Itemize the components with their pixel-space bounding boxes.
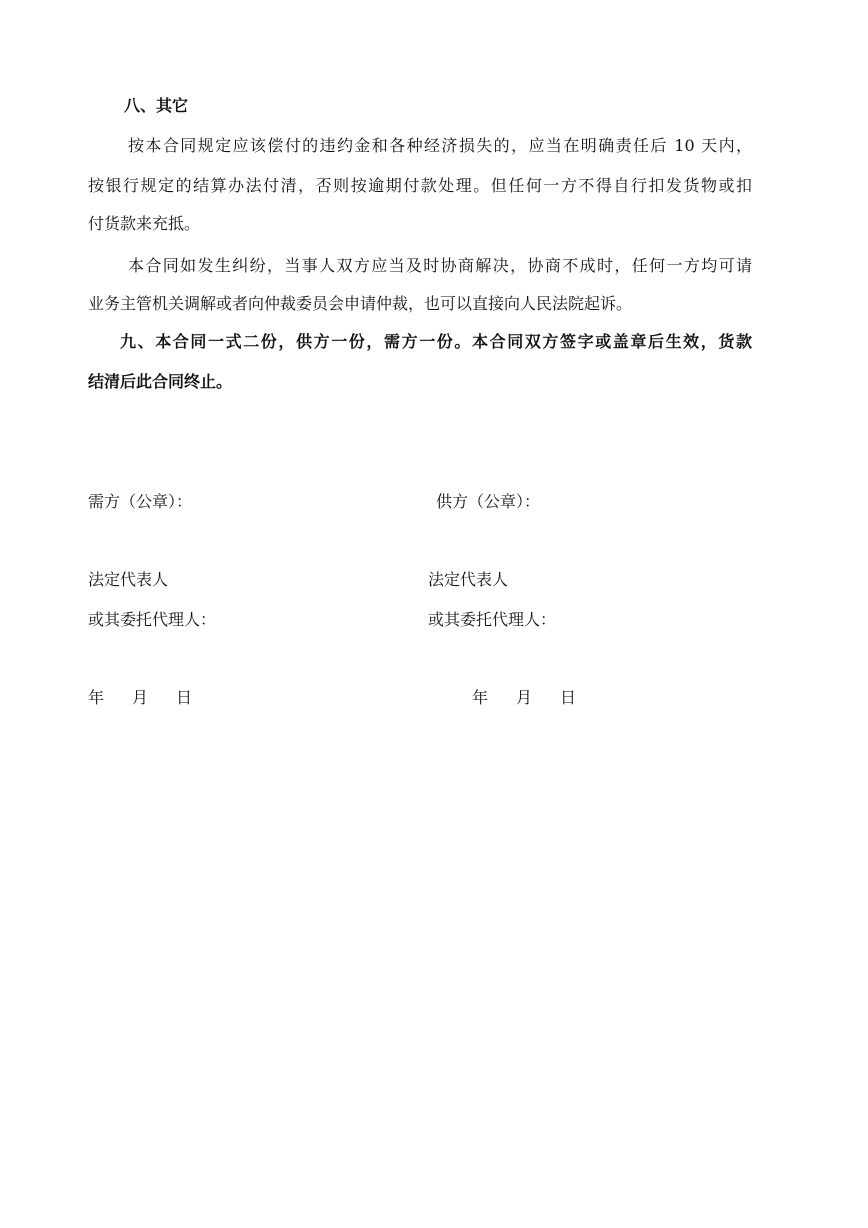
section-8-para2-line2: 业务主管机关调解或者向仲裁委员会申请仲裁，也可以直接向人民法院起诉。 [88,294,633,313]
section-8-para2-line1: 本合同如发生纠纷，当事人双方应当及时协商解决，协商不成时，任何一方均可请 [128,256,752,275]
buyer-date-day: 日 [176,688,193,707]
buyer-agent-label: 或其委托代理人： [88,610,217,629]
supplier-seal-label: 供方（公章）： [436,492,541,511]
supplier-agent-label: 或其委托代理人： [428,610,557,629]
section-9-line2: 结清后此合同终止。 [88,372,233,391]
supplier-date-month: 月 [516,688,533,707]
section-8-para1-line1: 按本合同规定应该偿付的违约金和各种经济损失的，应当在明确责任后 10 天内， [128,136,752,155]
buyer-seal-label: 需方（公章）： [88,492,193,511]
section-8-para1-line3: 付货款来充抵。 [88,214,201,233]
section-8-heading: 八、其它 [124,96,189,115]
supplier-date-day: 日 [560,688,577,707]
supplier-rep-label: 法定代表人 [428,570,509,589]
section-9-line1: 九、本合同一式二份，供方一份，需方一份。本合同双方签字或盖章后生效，货款 [120,332,752,351]
buyer-date-month: 月 [132,688,149,707]
section-8-para1-line2: 按银行规定的结算办法付清，否则按逾期付款处理。但任何一方不得自行扣发货物或扣 [88,176,752,195]
buyer-date-year: 年 [88,688,105,707]
supplier-date-year: 年 [472,688,489,707]
buyer-rep-label: 法定代表人 [88,570,169,589]
